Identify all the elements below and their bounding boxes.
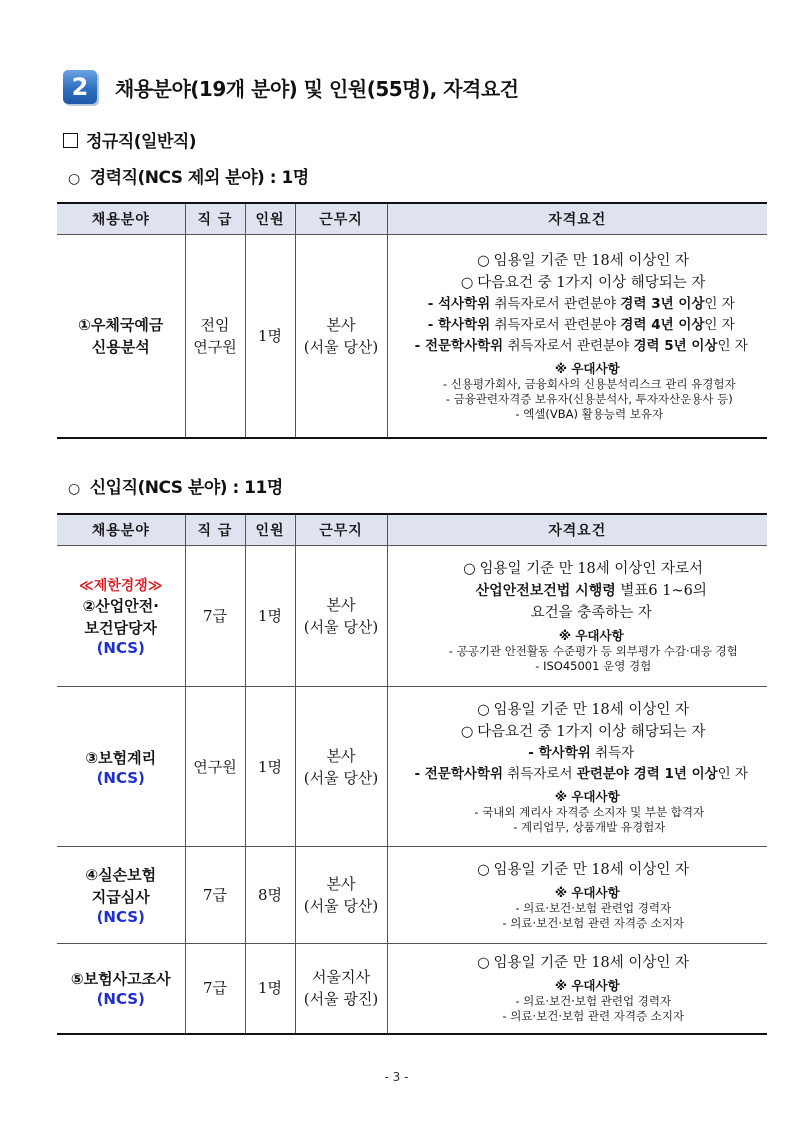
requirements-cell: ○ 임용일 기준 만 18세 이상인 자 ※ 우대사항 - 의료·보건·보험 관련업 경력자 - 의료·보건·보험 관련 자격증 소지자 <box>387 847 767 944</box>
preference-item: - 계리업무, 상품개발 유경험자 <box>513 819 666 834</box>
restricted-competition-label: ≪제한경쟁≫ <box>79 578 163 594</box>
page-number: - 3 - <box>384 1070 409 1084</box>
grade-cell: 7급 <box>185 546 245 687</box>
field-cell: ⑤보험사고조사 (NCS) <box>57 944 185 1034</box>
count-cell: 1명 <box>245 546 295 687</box>
section-number-badge: 2 <box>63 70 97 104</box>
preference-item: - 의료·보건·보험 관련업 경력자 <box>515 994 672 1009</box>
table-row <box>57 944 767 1034</box>
col-header-location: 근무지 <box>295 203 387 235</box>
field-cell: ④실손보험 지급심사 (NCS) <box>57 847 185 944</box>
preference-item: - 의료·보건·보험 관련 자격증 소지자 <box>502 916 685 930</box>
circle-bullet-icon: ○ <box>68 481 80 497</box>
col-header-requirements: 자격요건 <box>387 514 767 546</box>
experienced-table <box>57 202 767 439</box>
table-header-row <box>57 203 767 235</box>
req-degree-line: - 전문학사학위 취득자로서 관련분야 경력 1년 이상인 자 <box>414 765 749 782</box>
table-row <box>57 687 767 847</box>
location-cell: 본사 (서울 당산) <box>295 847 387 944</box>
newcomer-table <box>57 513 767 1035</box>
grade-cell: 전임 연구원 <box>185 235 245 438</box>
preference-item: - 국내외 계리사 자격증 소지자 및 부분 합격자 <box>474 804 705 819</box>
grade-cell: 연구원 <box>185 687 245 847</box>
count-cell: 1명 <box>245 235 295 438</box>
section-header <box>63 66 518 108</box>
newcomer-heading <box>68 473 283 498</box>
circle-bullet-icon: ○ <box>68 171 80 187</box>
field-cell: ≪제한경쟁≫ ②산업안전· 보건담당자 (NCS) <box>57 546 185 687</box>
preference-item: - 금융관련자격증 보유자(신용분석사, 투자자산운용사 등) <box>445 391 733 406</box>
grade-cell: 7급 <box>185 944 245 1034</box>
requirements-cell: ○ 임용일 기준 만 18세 이상인 자 ○ 다음요건 중 1가지 이상 해당되는 자 - 석사학위 취득자로서 관련분야 경력 3년 이상인 자 - 학사학위 취득자로서 관련분야 경력 4년 이상인 자 - 전문학사학위 취득자로서 관련분야 경력 5년 이상인 자 ※ 우대사항 - 신용평가회사, 금융회사의 신용분석리스크 관리 유경험자 - 금융관련자격증 보유자(신용분석사, 투자자산운용사 등) - 엑셀(VBA) 활용능력 보유자 <box>387 235 767 438</box>
table-row <box>57 235 767 438</box>
count-cell: 8명 <box>245 847 295 944</box>
preference-item: - 의료·보건·보험 관련 자격증 소지자 <box>502 1009 685 1024</box>
location-cell: 서울지사 (서울 광진) <box>295 944 387 1034</box>
ncs-label: (NCS) <box>96 990 145 1009</box>
preference-label: ※ 우대사항 <box>554 788 620 804</box>
col-header-count: 인원 <box>245 203 295 235</box>
col-header-grade: 직 급 <box>185 203 245 235</box>
table-row <box>57 847 767 944</box>
table-header-row <box>57 514 767 546</box>
ncs-label: (NCS) <box>96 768 145 787</box>
requirements-cell: ○ 임용일 기준 만 18세 이상인 자로서 산업안전보건법 시행령 별표6 1~6의 요건을 충족하는 자 ※ 우대사항 - 공공기관 안전활동 수준평가 등 외부평가 수감·대응 경험 - ISO45001 운영 경험 <box>387 546 767 687</box>
req-degree-line: - 석사학위 취득자로서 관련분야 경력 3년 이상인 자 <box>427 295 735 312</box>
preference-item: - ISO45001 운영 경험 <box>535 659 652 673</box>
category-line <box>63 127 196 152</box>
ncs-label: (NCS) <box>96 639 145 657</box>
field-cell: ①우체국예금 신용분석 <box>57 235 185 438</box>
preference-label: ※ 우대사항 <box>558 628 624 643</box>
col-header-grade: 직 급 <box>185 514 245 546</box>
col-header-field: 채용분야 <box>57 514 185 546</box>
location-cell: 본사 (서울 당산) <box>295 235 387 438</box>
col-header-location: 근무지 <box>295 514 387 546</box>
preference-item: - 의료·보건·보험 관련업 경력자 <box>515 901 672 915</box>
count-cell: 1명 <box>245 944 295 1034</box>
checkbox-square-icon <box>63 133 78 148</box>
section-title: 채용분야(19개 분야) 및 인원(55명), 자격요건 <box>115 76 519 101</box>
col-header-field: 채용분야 <box>57 203 185 235</box>
requirements-cell: ○ 임용일 기준 만 18세 이상인 자 ○ 다음요건 중 1가지 이상 해당되는 자 - 학사학위 취득자 - 전문학사학위 취득자로서 관련분야 경력 1년 이상인 자 ※ 우대사항 - 국내외 계리사 자격증 소지자 및 부분 합격자 - 계리업무, 상품개발 유경험자 <box>387 687 767 847</box>
field-cell: ③보험계리 (NCS) <box>57 687 185 847</box>
preference-label: ※ 우대사항 <box>554 885 620 900</box>
table-row <box>57 546 767 687</box>
requirements-cell: ○ 임용일 기준 만 18세 이상인 자 ※ 우대사항 - 의료·보건·보험 관련업 경력자 - 의료·보건·보험 관련 자격증 소지자 <box>387 944 767 1034</box>
preference-item: - 엑셀(VBA) 활용능력 보유자 <box>515 406 664 421</box>
location-cell: 본사 (서울 당산) <box>295 546 387 687</box>
ncs-label: (NCS) <box>96 908 145 926</box>
preference-item: - 신용평가회사, 금융회사의 신용분석리스크 관리 유경험자 <box>442 376 736 391</box>
newcomer-heading-text: 신입직(NCS 분야) : 11명 <box>89 478 283 498</box>
preference-item: - 공공기관 안전활동 수준평가 등 외부평가 수감·대응 경험 <box>448 644 738 658</box>
location-cell: 본사 (서울 당산) <box>295 687 387 847</box>
experienced-heading <box>68 163 309 188</box>
count-cell: 1명 <box>245 687 295 847</box>
req-degree-line: - 전문학사학위 취득자로서 관련분야 경력 5년 이상인 자 <box>414 337 748 354</box>
req-degree-line: - 학사학위 취득자로서 관련분야 경력 4년 이상인 자 <box>427 316 735 333</box>
req-degree-line: - 학사학위 취득자 <box>528 744 635 761</box>
preference-label: ※ 우대사항 <box>554 978 620 994</box>
grade-cell: 7급 <box>185 847 245 944</box>
col-header-count: 인원 <box>245 514 295 546</box>
col-header-requirements: 자격요건 <box>387 203 767 235</box>
category-label: 정규직(일반직) <box>86 132 197 152</box>
preference-label: ※ 우대사항 <box>554 360 620 376</box>
experienced-heading-text: 경력직(NCS 제외 분야) : 1명 <box>89 168 309 188</box>
